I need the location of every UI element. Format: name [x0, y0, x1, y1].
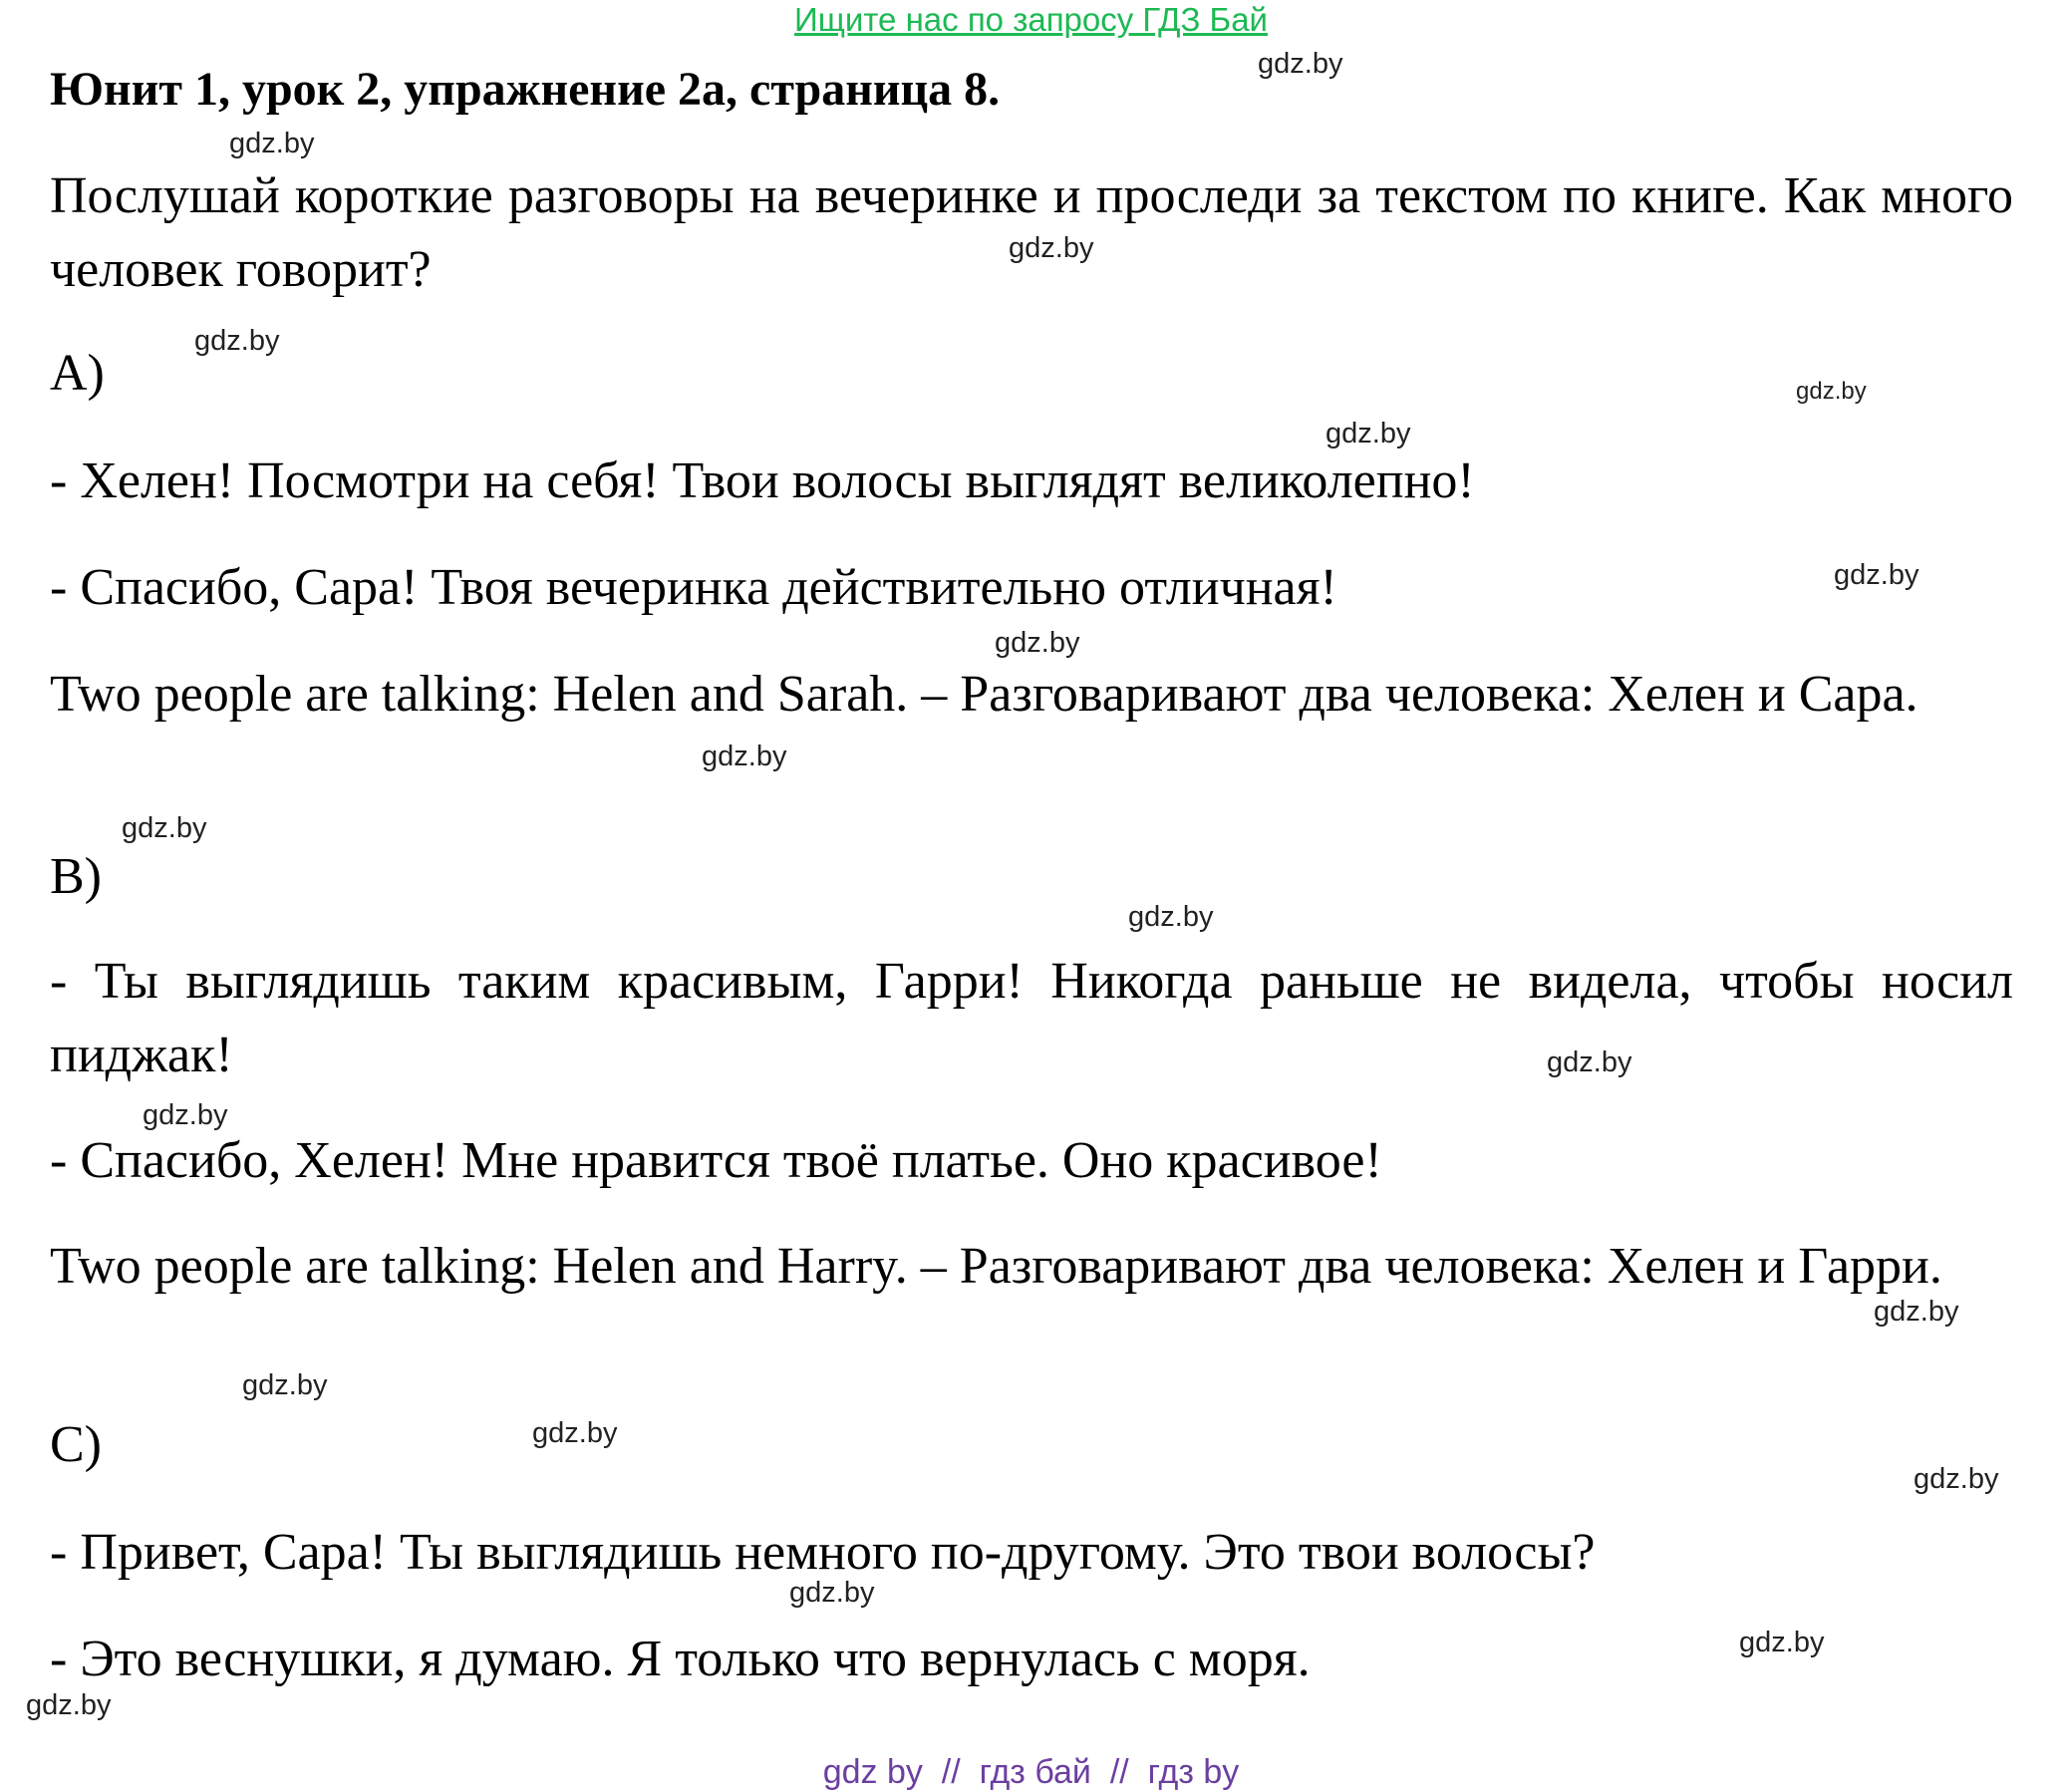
watermark: gdz.by [789, 1577, 875, 1609]
watermark: gdz.by [1796, 378, 1867, 405]
section-a-answer: Two people are talking: Helen and Sarah. – Разговаривают два человека: Хелен и Сара. [50, 666, 1918, 723]
watermark: gdz.by [1834, 559, 1919, 591]
watermark: gdz.by [1128, 901, 1214, 933]
page-title: Юнит 1, урок 2, упражнение 2а, страница 8. [50, 63, 1001, 116]
watermark: gdz.by [1739, 1627, 1825, 1658]
watermark: gdz.by [1326, 418, 1411, 449]
section-c-label: C) [50, 1416, 102, 1473]
watermark: gdz.by [26, 1689, 112, 1721]
section-a-line-2: - Спасибо, Сара! Твоя вечеринка действительно отличная! [50, 559, 1337, 616]
section-b-line-1: - Ты выглядишь таким красивым, Гарри! Никогда раньше не видела, чтобы носил пиджак! [50, 953, 2013, 1083]
watermark: gdz.by [1009, 232, 1094, 264]
watermark: gdz.by [532, 1417, 618, 1449]
site-banner-link[interactable]: Ищите нас по запросу ГДЗ Бай [794, 1, 1268, 38]
watermark: gdz.by [1914, 1463, 1999, 1495]
watermark: gdz.by [1874, 1296, 1959, 1328]
watermark: gdz.by [229, 128, 315, 159]
watermark: gdz.by [995, 627, 1080, 659]
task-text: Послушай короткие разговоры на вечеринке и проследи за текстом по книге. Как много человек говорит? [50, 167, 2013, 298]
section-b-answer: Two people are talking: Helen and Harry. – Разговаривают два человека: Хелен и Гарри. [50, 1238, 1942, 1295]
watermark: gdz.by [143, 1099, 228, 1131]
watermark: gdz.by [1547, 1046, 1632, 1078]
section-a-line-1: - Хелен! Посмотри на себя! Твои волосы выглядят великолепно! [50, 452, 1475, 509]
footer-links[interactable]: gdz by // гдз бай // гдз by [822, 1753, 1240, 1791]
section-b-line-2: - Спасибо, Хелен! Мне нравится твоё платье. Оно красивое! [50, 1132, 1382, 1189]
watermark: gdz.by [194, 325, 280, 357]
section-c-line-2: - Это веснушки, я думаю. Я только что вернулась с моря. [50, 1631, 1311, 1687]
section-a-label: A) [50, 345, 105, 402]
watermark: gdz.by [1258, 48, 1343, 80]
watermark: gdz.by [122, 812, 207, 844]
section-b-label: B) [50, 848, 102, 905]
watermark: gdz.by [702, 741, 787, 772]
watermark: gdz.by [242, 1369, 328, 1401]
section-c-line-1: - Привет, Сара! Ты выглядишь немного по-другому. Это твои волосы? [50, 1524, 1596, 1581]
